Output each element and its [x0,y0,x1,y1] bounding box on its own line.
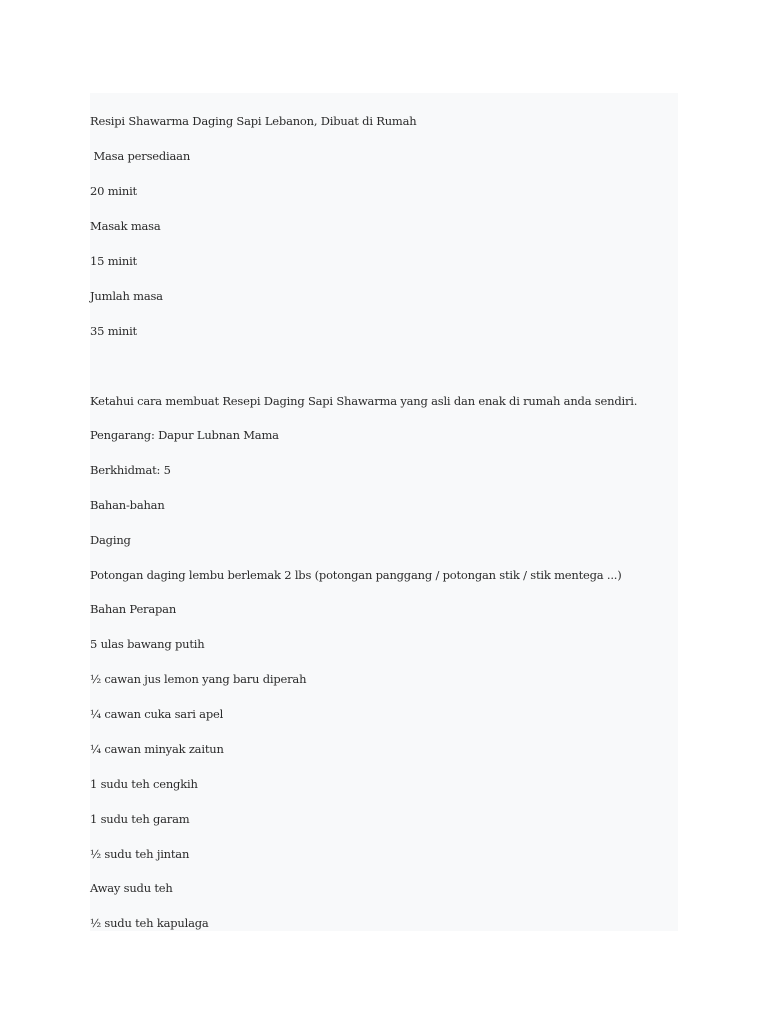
ingredient-item: ¼ cawan minyak zaitun [90,742,224,756]
prep-time-value: 20 minit [90,184,137,198]
cook-time-value: 15 minit [90,254,137,268]
ingredient-item: ¼ cawan cuka sari apel [90,707,224,721]
document-content-area [90,93,678,931]
ingredient-item: 5 ulas bawang putih [90,637,205,651]
recipe-author: Pengarang: Dapur Lubnan Mama [90,428,279,442]
ingredient-item: 1 sudu teh cengkih [90,777,198,791]
cook-time-label: Masak masa [90,219,161,233]
prep-time-label: Masa persediaan [90,149,191,163]
marinade-subheading: Bahan Perapan [90,602,177,616]
ingredients-heading: Bahan-bahan [90,498,165,512]
ingredient-item: ½ sudu teh kapulaga [90,916,209,930]
ingredient-item: Away sudu teh [90,881,173,895]
ingredient-item: 1 sudu teh garam [90,812,190,826]
ingredient-item: ½ sudu teh jintan [90,847,190,861]
meat-subheading: Daging [90,533,131,547]
ingredient-item: Potongan daging lembu berlemak 2 lbs (potongan panggang / potongan stik / stik mentega ...) [90,568,622,582]
recipe-description: Ketahui cara membuat Resepi Daging Sapi Shawarma yang asli dan enak di rumah anda sendiri. [90,394,638,408]
recipe-servings: Berkhidmat: 5 [90,463,171,477]
total-time-label: Jumlah masa [90,289,163,303]
recipe-title: Resipi Shawarma Daging Sapi Lebanon, Dibuat di Rumah [90,114,417,128]
ingredient-item: ½ cawan jus lemon yang baru diperah [90,672,307,686]
total-time-value: 35 minit [90,324,137,338]
